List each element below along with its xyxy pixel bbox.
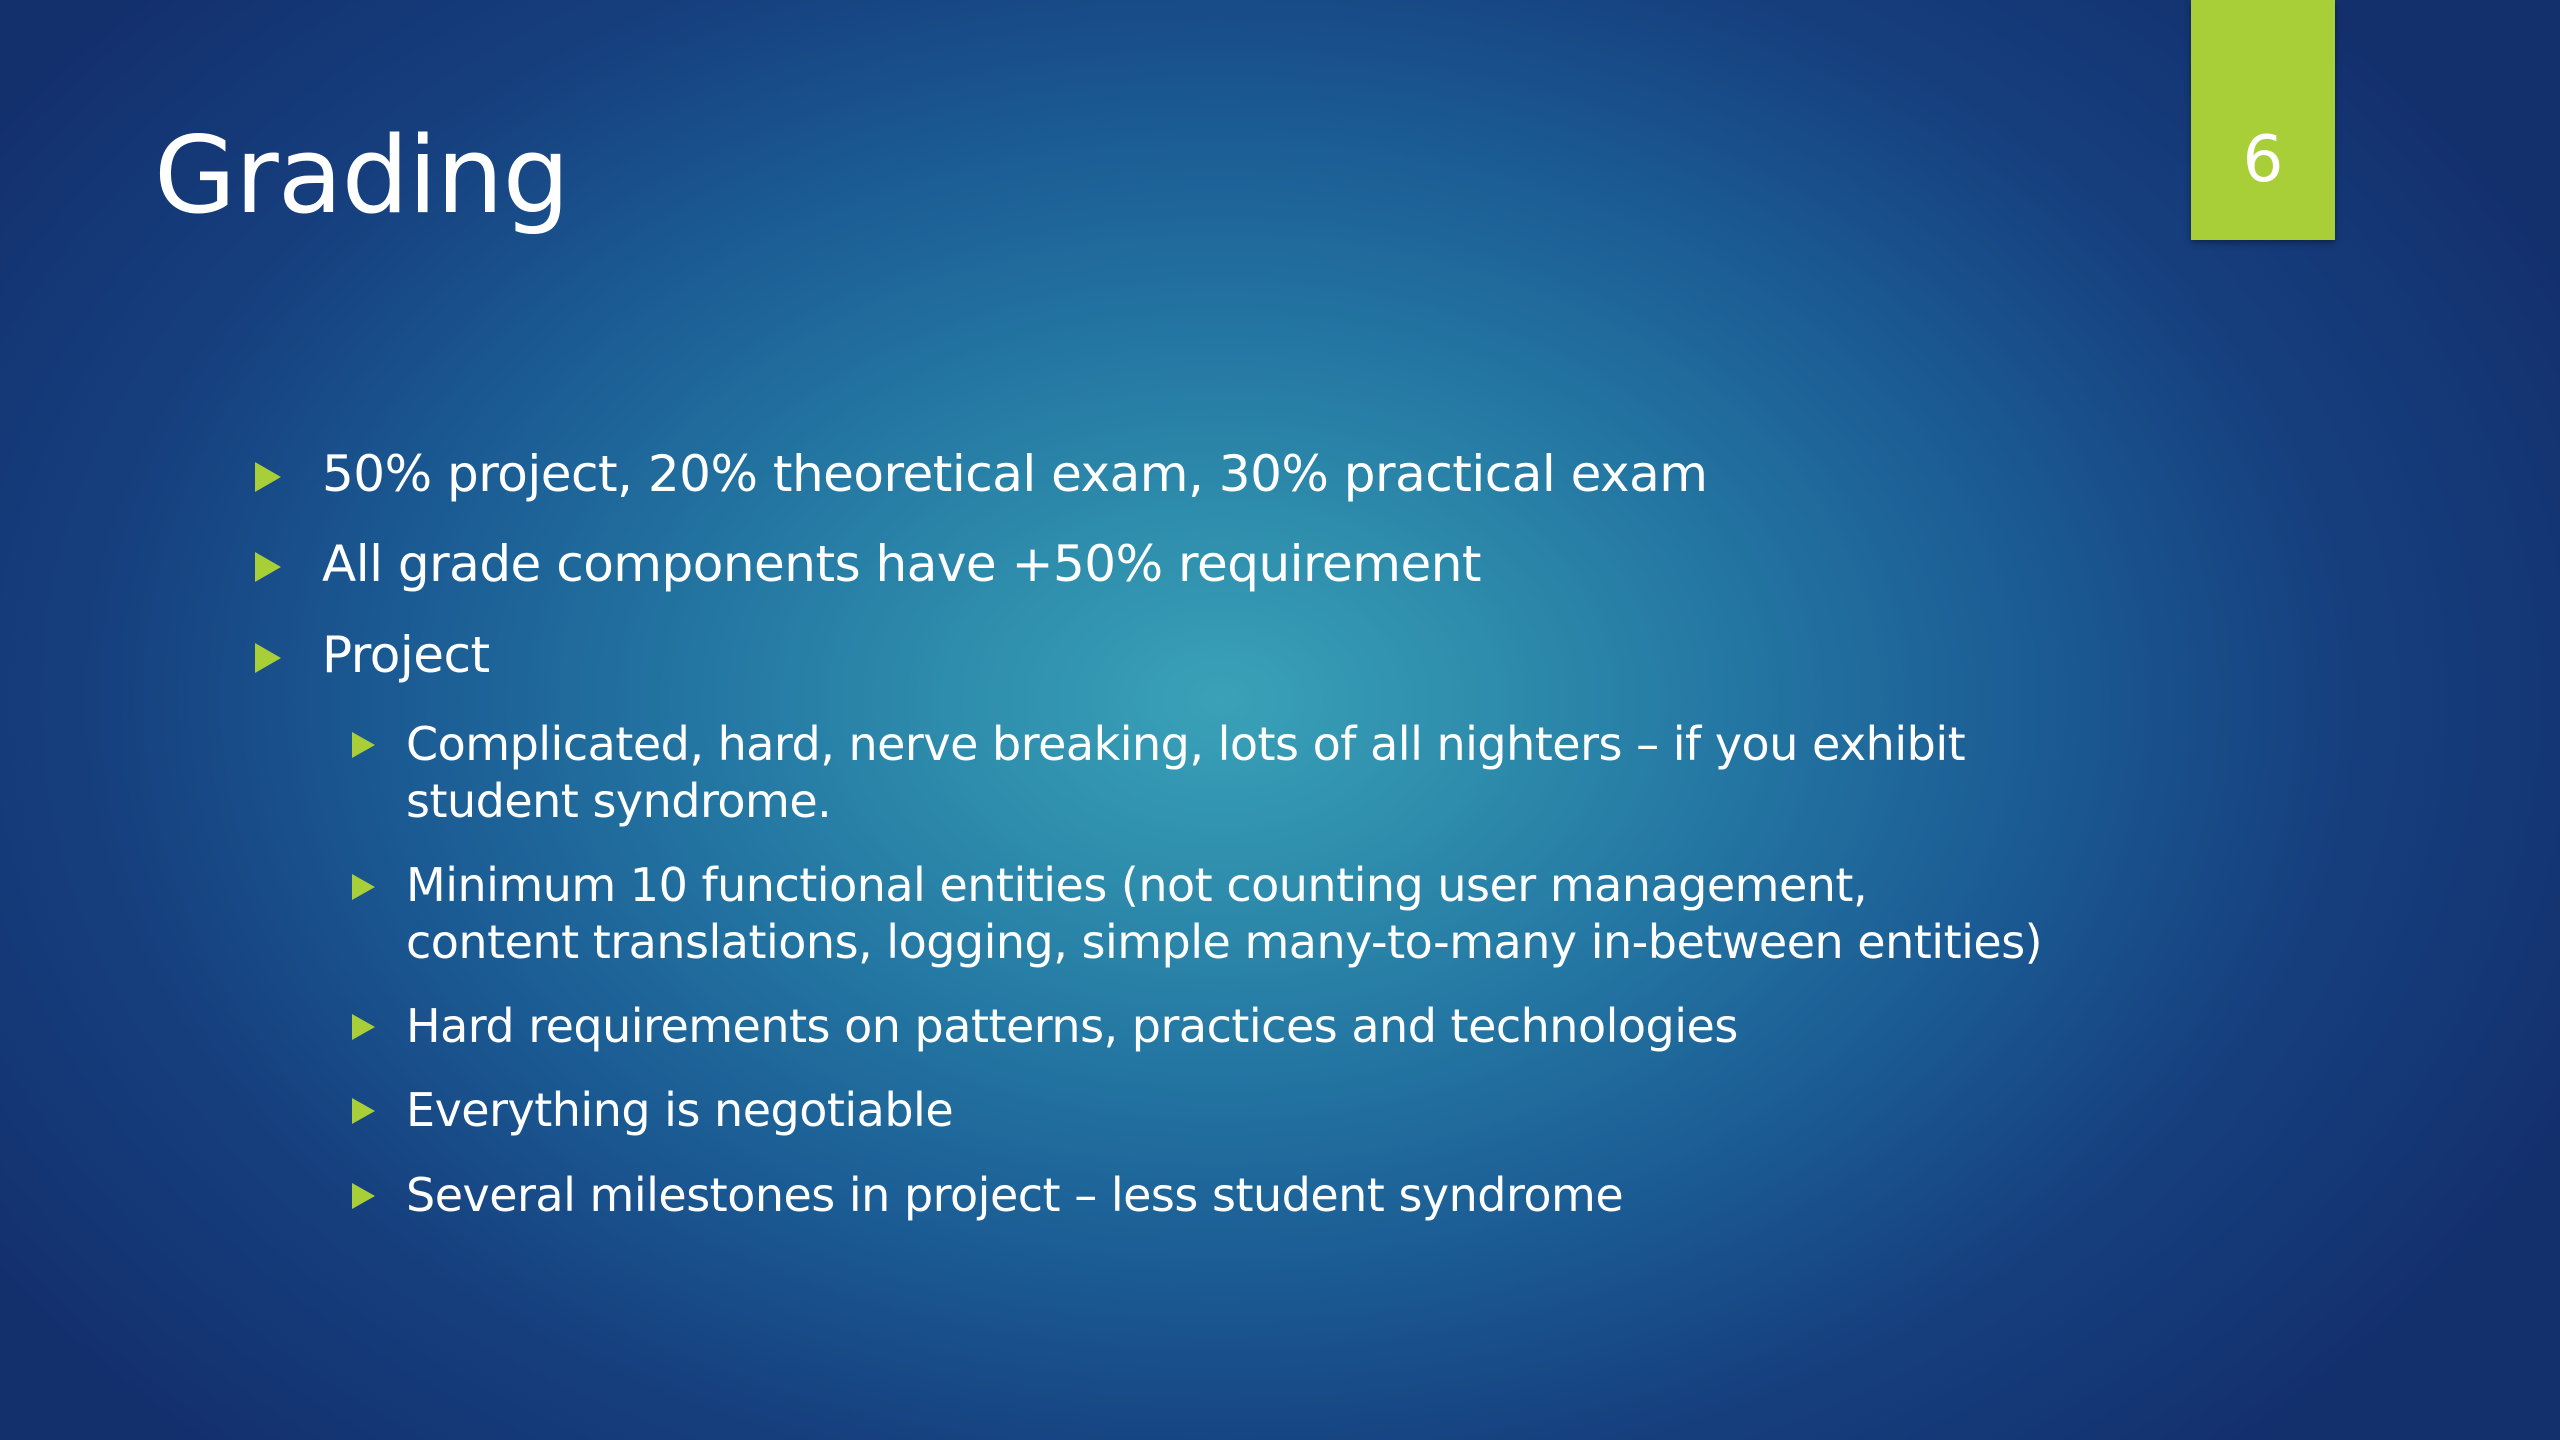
sub-bullet-arrow-icon bbox=[352, 1098, 375, 1124]
sub-bullet-arrow-icon bbox=[352, 732, 375, 758]
sub-bullet-item-line: student syndrome. bbox=[406, 774, 832, 828]
bullet-arrow-icon bbox=[255, 552, 281, 582]
sub-bullet-item: Several milestones in project – less student syndrome bbox=[406, 1168, 1624, 1222]
bullet-arrow-icon bbox=[255, 462, 281, 492]
sub-bullet-item-line: Complicated, hard, nerve breaking, lots of all nighters – if you exhibit bbox=[406, 717, 1966, 771]
bullet-arrow-icon bbox=[255, 643, 281, 673]
sub-bullet-arrow-icon bbox=[352, 874, 375, 900]
sub-bullet-item-line: content translations, logging, simple many-to-many in-between entities) bbox=[406, 915, 2043, 969]
sub-bullet-item: Hard requirements on patterns, practices and technologies bbox=[406, 999, 1738, 1053]
bullet-item: 50% project, 20% theoretical exam, 30% practical exam bbox=[322, 445, 1708, 503]
slide-title: Grading bbox=[154, 114, 569, 237]
slide-number: 6 bbox=[2242, 123, 2284, 197]
sub-bullet-item: Everything is negotiable bbox=[406, 1083, 954, 1137]
sub-bullet-arrow-icon bbox=[352, 1014, 375, 1040]
bullet-item: All grade components have +50% requirement bbox=[322, 535, 1482, 593]
sub-bullet-arrow-icon bbox=[352, 1183, 375, 1209]
bullet-item: Project bbox=[322, 626, 490, 684]
sub-bullet-item-line: Minimum 10 functional entities (not counting user management, bbox=[406, 858, 1868, 912]
